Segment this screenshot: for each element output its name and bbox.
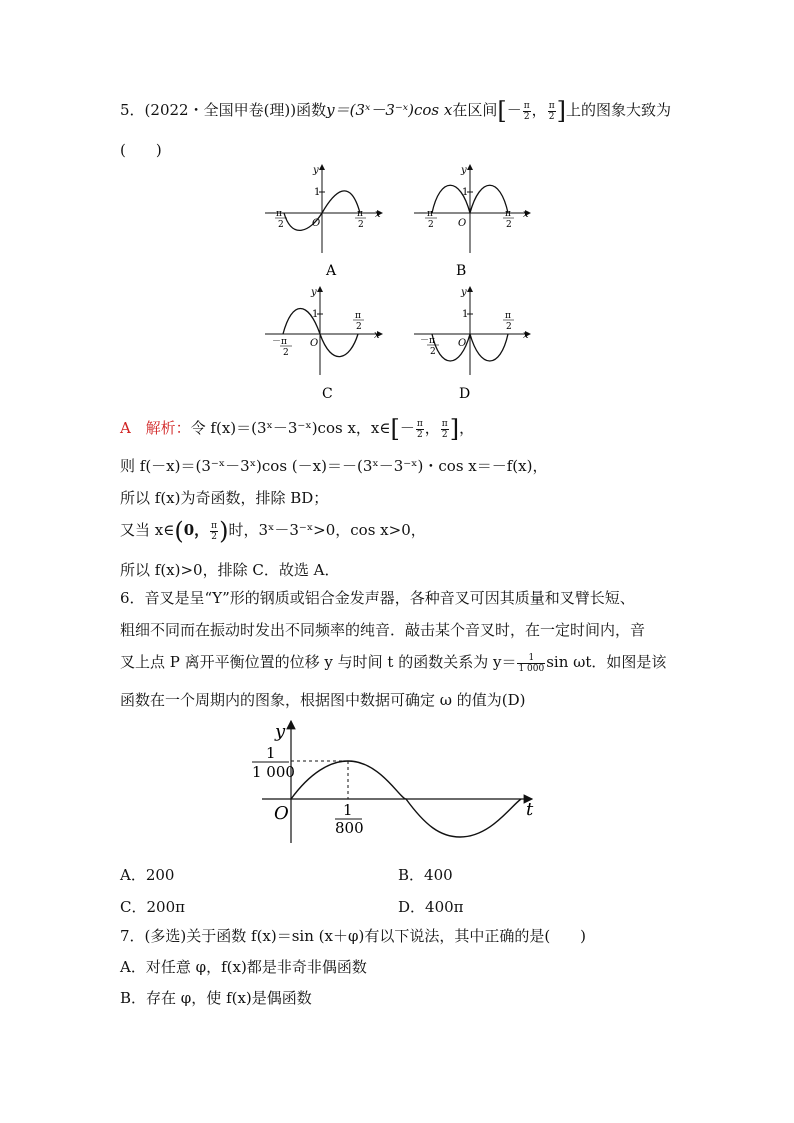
graph-a-y: y — [313, 165, 319, 176]
q6-option-b: B．400 — [398, 866, 453, 884]
right-bracket: ] — [556, 97, 566, 125]
graph-d-den1: 2 — [430, 347, 436, 357]
graph-c-den2: 2 — [356, 322, 362, 332]
q6-graph-y: y — [275, 721, 286, 742]
graph-b-den1: 2 — [428, 220, 434, 230]
graph-b-den2: 2 — [506, 220, 512, 230]
q7-option-b: B．存在 φ，使 f(x)是偶函数 — [120, 989, 312, 1007]
q5-stem-mid: 在区间 — [452, 101, 498, 119]
q6-graph-t: t — [526, 799, 534, 820]
interval-right-frac: $\frac{\pi}{2}$ — [548, 100, 555, 122]
q6-graph-o: O — [274, 803, 289, 824]
graph-d-x: x — [523, 330, 529, 341]
graph-b-pospi: π — [505, 209, 511, 219]
q5-stem-func: y＝(3ˣ－3⁻ˣ)cos x — [326, 101, 453, 119]
graph-c — [265, 287, 382, 375]
q6-line4: 函数在一个周期内的图象，根据图中数据可确定 ω 的值为(D) — [120, 691, 526, 709]
q6-amplitude-frac: $\frac{1}{1 000}$ — [518, 652, 545, 674]
graph-b — [414, 165, 530, 253]
graph-label-d: D — [459, 386, 471, 402]
graph-a-den1: 2 — [278, 220, 284, 230]
q6-sine-graph — [0, 715, 794, 855]
graph-label-c: C — [322, 386, 333, 402]
q6-option-d: D．400π — [398, 898, 464, 916]
graph-a-o: O — [312, 218, 321, 229]
q5-stem-pre: 5．(2022・全国甲卷(理))函数 — [120, 101, 327, 119]
graph-d-pospi: π — [505, 311, 511, 321]
q5-solution-5: 所以 f(x)>0，排除 C．故选 A． — [120, 561, 340, 579]
q5-stem-post: 上的图象大致为 — [565, 101, 671, 119]
q6-line2: 粗细不同而在振动时发出不同频率的纯音．敲击某个音叉时，在一定时间内，音 — [120, 621, 646, 639]
q5-graphs — [0, 0, 794, 420]
graph-c-one: 1 — [312, 309, 319, 320]
graph-a — [265, 165, 382, 253]
graph-c-pospi: π — [355, 311, 361, 321]
graph-c-y: y — [311, 287, 317, 298]
q6-graph-xnum: 1 — [343, 801, 353, 819]
graph-label-a: A — [326, 263, 337, 279]
graph-b-one: 1 — [462, 187, 469, 198]
q5-solution-3: 所以 f(x)为奇函数，排除 BD； — [120, 489, 329, 507]
graph-a-negpi: －π — [267, 209, 282, 219]
q6-graph-ynum: 1 — [266, 744, 276, 762]
graph-b-x: x — [523, 209, 529, 220]
graph-b-y: y — [461, 165, 467, 176]
q7-option-a: A．对任意 φ，f(x)都是非奇非偶函数 — [120, 958, 367, 976]
interval-minus: － — [506, 101, 522, 119]
interval-left-frac: $\frac{\pi}{2}$ — [523, 100, 530, 122]
graph-c-den1: 2 — [283, 348, 289, 358]
q6-option-c: C．200π — [120, 898, 185, 916]
q6-line1: 6．音叉是呈“Y”形的钢质或铝合金发声器，各种音叉可因其质量和叉臂长短、 — [120, 589, 635, 607]
analysis-label: 解析： — [145, 419, 191, 437]
graph-a-pospi: π — [357, 209, 363, 219]
graph-c-o: O — [310, 338, 319, 349]
sol1-pre: 令 f(x)＝(3ˣ－3⁻ˣ)cos x，x∈ — [190, 419, 391, 437]
q6-option-a: A．200 — [120, 866, 175, 884]
graph-b-negpi: －π — [418, 209, 433, 219]
q5-stem: 5．(2022・全国甲卷(理))函数y＝(3ˣ－3⁻ˣ)cos x在区间[－ $\frac{\pi}{2}$ ， $\frac{\pi}{2}$ ]上的图象大致为 — [120, 97, 671, 125]
q7-stem: 7．(多选)关于函数 f(x)＝sin (x＋φ)有以下说法，其中正确的是( ) — [120, 927, 587, 945]
q5-solution-2: 则 f(－x)＝(3⁻ˣ－3ˣ)cos (－x)＝－(3ˣ－3⁻ˣ)・cos x＝－f(x)， — [120, 457, 548, 475]
graph-c-x: x — [374, 330, 380, 341]
graph-a-den2: 2 — [358, 220, 364, 230]
graph-d-y: y — [461, 287, 467, 298]
q6-graph-xden: 800 — [335, 819, 364, 837]
graph-a-x: x — [375, 209, 381, 220]
q5-solution-1: A 解析：令 f(x)＝(3ˣ－3⁻ˣ)cos x，x∈[－ $\frac{\pi}{2}$ ， $\frac{\pi}{2}$ ]， — [120, 415, 475, 443]
graph-d-o: O — [458, 338, 467, 349]
graph-b-o: O — [458, 218, 467, 229]
q5-paren: ( ) — [120, 141, 162, 159]
graph-d — [414, 287, 530, 375]
left-bracket: [ — [497, 97, 507, 125]
graph-a-one: 1 — [314, 187, 321, 198]
graph-label-b: B — [456, 263, 467, 279]
graph-c-negpi: －π — [272, 337, 287, 347]
graph-d-one: 1 — [462, 309, 469, 320]
graph-d-negpi: －π — [420, 336, 435, 346]
answer-letter: A — [120, 419, 131, 437]
q6-line3: 叉上点 P 离开平衡位置的位移 y 与时间 t 的函数关系为 y＝ $\frac{1}{1 000}$ sin ωt．如图是该 — [120, 652, 667, 674]
q6-graph-yden: 1 000 — [252, 763, 295, 781]
q5-solution-4: 又当 x∈(0， $\frac{\pi}{2}$ )时，3ˣ－3⁻ˣ>0，cos x>0， — [120, 517, 426, 545]
graph-d-den2: 2 — [506, 322, 512, 332]
